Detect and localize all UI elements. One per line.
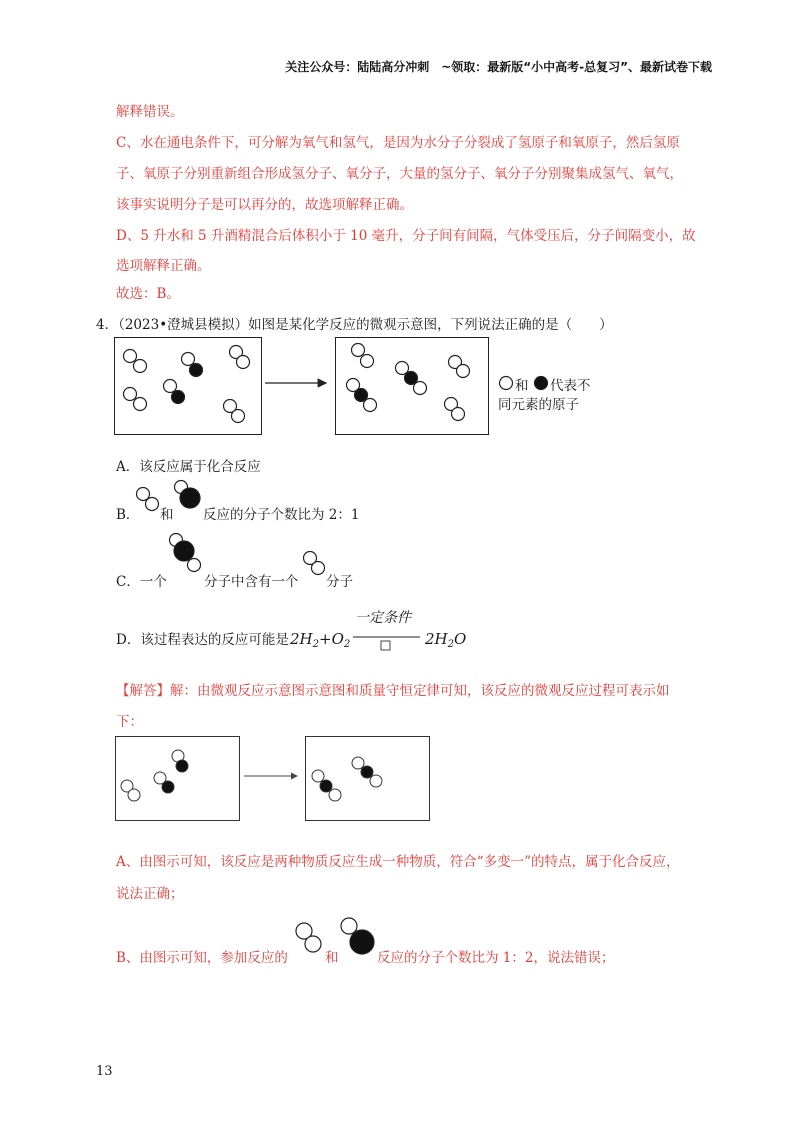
option-b-and: 和 (160, 507, 174, 523)
prev-answer-option-c-line: 该事实说明分子是可以再分的，故选项解释正确。 (116, 197, 413, 213)
equation-right: $2H_2O$ (425, 630, 467, 650)
prev-answer-line: 解释错误。 (116, 104, 184, 120)
option-b-suffix: 反应的分子个数比为 2：1 (203, 507, 360, 523)
answer-tag: 【解答】 (116, 683, 170, 699)
prev-answer-option-d-line: D、5 升水和 5 升酒精混合后体积小于 10 毫升，分子间有间隔，气体受压后，分子间隔变小，故 (116, 228, 696, 244)
option-b-prefix: B． (116, 507, 140, 523)
answer-option-b-and: 和 (325, 950, 339, 966)
prev-answer-option-d-line: 选项解释正确。 (116, 258, 211, 274)
answer-option-a-line: A、由图示可知，该反应是两种物质反应生成一种物质，符合“多变一”的特点，属于化合反应， (116, 854, 680, 870)
legend-and: 和 (515, 378, 529, 394)
question-stem: 4．（2023•澄城县模拟）如图是某化学反应的微观示意图，下列说法正确的是（ ） (96, 317, 613, 333)
answer-option-b-prefix: B、由图示可知，参加反应的 (116, 950, 288, 966)
reaction-condition: 一定条件 (355, 610, 411, 626)
option-c-prefix: C．一个 (116, 574, 167, 590)
option-c-suffix: 分子 (326, 574, 353, 590)
legend-text: 同元素的原子 (498, 397, 579, 413)
option-d-prefix: D．该过程表达的反应可能是 (116, 632, 289, 648)
answer-intro-line: 下： (116, 714, 143, 730)
legend-text: 代表不 (550, 378, 591, 394)
option-a: A．该反应属于化合反应 (116, 459, 261, 475)
page-header: 关注公众号：陆陆高分冲刺 ~领取：最新版“小中高考-总复习”、最新试卷下载 (285, 60, 712, 74)
equation-left: $2H_2+O_2$ (290, 630, 351, 650)
prev-answer-option-c-line: C、水在通电条件下，可分解为氧气和氢气，是因为水分子分裂成了氢原子和氧原子，然后氢原 (116, 135, 680, 151)
answer-intro: 【解答】解：由微观反应示意图示意图和质量守恒定律可知，该反应的微观反应过程可表示如 (116, 683, 670, 699)
prev-answer-option-c-line: 子、氧原子分别重新组合形成氢分子、氧分子，大量的氢分子、氧分子分别聚集成氢气、氧气， (116, 166, 683, 182)
answer-option-a-line: 说法正确； (116, 886, 184, 902)
answer-option-b-suffix: 反应的分子个数比为 1：2，说法错误； (377, 950, 615, 966)
page-number: 13 (96, 1064, 113, 1079)
prev-answer-choice: 故选：B。 (116, 286, 180, 302)
option-c-mid: 分子中含有一个 (204, 574, 299, 590)
